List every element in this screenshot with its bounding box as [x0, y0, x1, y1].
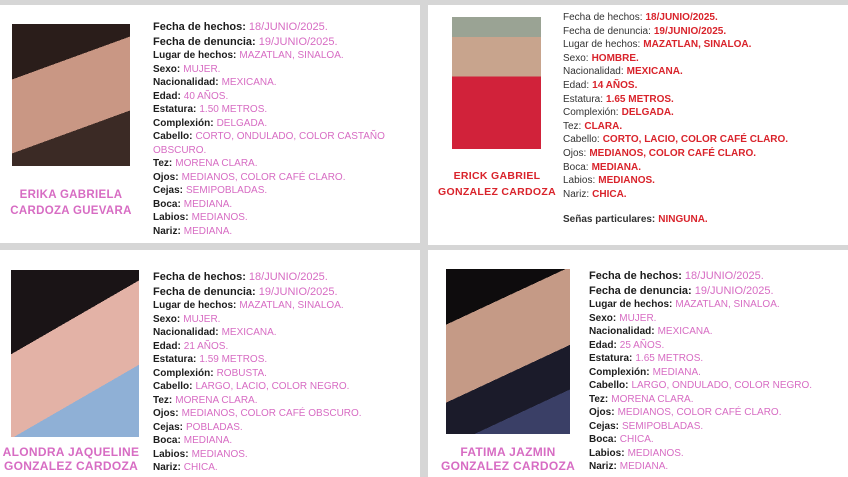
detail-value: MEDIANOS, COLOR CAFÉ OBSCURO. [181, 408, 362, 419]
detail-row [153, 198, 388, 212]
detail-label: Lugar de hechos: [589, 299, 673, 310]
detail-label: Fecha de hechos: [589, 270, 682, 282]
detail-value: MEDIANA. [619, 461, 669, 472]
detail-label: Nariz: [153, 462, 181, 473]
name-line: ERIKA GABRIELA [19, 189, 123, 201]
person-name [0, 445, 146, 473]
person-name [428, 168, 566, 200]
detail-label: Nacionalidad: [563, 66, 624, 78]
detail-row [563, 65, 788, 79]
detail-value: DELGADA. [621, 107, 674, 119]
detail-label: Ojos: [153, 171, 179, 183]
detail-label: Labios: [153, 212, 189, 223]
detail-row [153, 380, 362, 394]
spacer [563, 201, 788, 213]
detail-row [563, 147, 788, 161]
detail-value: 18/JUNIO/2025. [645, 12, 718, 23]
detail-value: MORENA CLARA. [611, 393, 694, 405]
detail-label: Cabello: [153, 381, 193, 392]
detail-label: Estatura: [589, 353, 633, 364]
detail-value: MAZATLAN, SINALOA. [239, 300, 344, 311]
detail-label: Nariz: [589, 461, 617, 472]
detail-row [589, 312, 812, 326]
detail-row [563, 52, 788, 66]
detail-row [563, 188, 788, 202]
detail-value: 19/JUNIO/2025. [258, 35, 338, 48]
detail-row [153, 63, 388, 77]
detail-label: Boca: [563, 161, 589, 173]
detail-label: Sexo: [589, 312, 617, 324]
detail-label: Complexión: [563, 107, 619, 119]
name-line: GONZALEZ CARDOZA [3, 459, 139, 473]
detail-label: Fecha de denuncia: [153, 35, 256, 48]
detail-row [563, 93, 788, 107]
detail-row [153, 394, 362, 408]
detail-row [153, 313, 362, 327]
detail-row [153, 285, 362, 300]
detail-value: 14 AÑOS. [592, 79, 638, 91]
detail-value: MEDIANOS. [598, 175, 655, 187]
detail-value: CHICA. [592, 188, 627, 200]
detail-row [153, 299, 362, 313]
detail-row [153, 326, 362, 340]
person-photo [11, 270, 139, 437]
detail-row [563, 120, 788, 134]
detail-value: MEDIANA. [183, 198, 233, 210]
detail-value: 1.59 METROS. [199, 354, 268, 365]
detail-row [589, 298, 812, 312]
detail-label: Fecha de hechos: [563, 12, 643, 23]
detail-label: Complexión: [153, 117, 214, 129]
detail-value: CHICA. [183, 462, 218, 473]
person-details [589, 269, 812, 474]
person-name [0, 187, 142, 219]
detail-value: MAZATLAN, SINALOA. [675, 299, 780, 310]
person-details [153, 20, 388, 238]
detail-value: CLARA. [584, 120, 623, 132]
missing-person-card-4 [428, 250, 848, 477]
detail-row [563, 106, 788, 120]
detail-row [153, 211, 388, 225]
person-photo [446, 269, 570, 434]
detail-row [153, 103, 388, 117]
detail-label: Nariz: [153, 225, 181, 237]
detail-label: Sexo: [153, 63, 181, 75]
detail-label: Ojos: [589, 407, 615, 418]
detail-label: Nacionalidad: [589, 326, 655, 337]
person-details [563, 11, 788, 227]
detail-value: MORENA CLARA. [175, 158, 258, 169]
detail-label: Labios: [589, 447, 625, 459]
detail-label: Cejas: [589, 420, 620, 432]
detail-row [589, 352, 812, 366]
detail-label: Complexión: [153, 367, 214, 379]
detail-row [153, 434, 362, 448]
detail-row [589, 366, 812, 380]
detail-value: MEDIANOS. [191, 448, 248, 460]
missing-person-card-2 [428, 5, 848, 245]
detail-value: DELGADA. [216, 117, 268, 129]
detail-value: CORTO, ONDULADO, COLOR CASTAÑO OBSCURO. [153, 131, 385, 156]
detail-row [589, 420, 812, 434]
detail-label: Labios: [153, 448, 189, 460]
name-line: ERICK GABRIEL [453, 170, 541, 182]
person-photo [12, 24, 130, 166]
detail-label: Fecha de hechos: [153, 21, 246, 33]
detail-label: Sexo: [563, 52, 589, 64]
detail-value: MEXICANA. [626, 66, 683, 78]
detail-label: Lugar de hechos: [563, 39, 641, 51]
detail-label: Tez: [563, 120, 582, 132]
person-photo [452, 17, 541, 149]
detail-label: Edad: [153, 340, 181, 352]
detail-row [153, 270, 362, 285]
detail-label: Boca: [153, 198, 181, 210]
detail-row [153, 448, 362, 462]
detail-label: Fecha de denuncia: [563, 25, 651, 37]
detail-label: Nacionalidad: [153, 327, 219, 338]
detail-row [589, 393, 812, 407]
detail-value: POBLADAS. [186, 421, 243, 433]
detail-label: Complexión: [589, 366, 650, 378]
person-details [153, 270, 362, 475]
detail-row [589, 269, 812, 284]
detail-value: MAZATLAN, SINALOA. [239, 50, 344, 61]
detail-label: Estatura: [563, 93, 604, 105]
detail-value: HOMBRE. [591, 52, 639, 64]
detail-value: MEDIANOS. [191, 212, 248, 223]
detail-row [153, 117, 388, 131]
detail-label: Nacionalidad: [153, 77, 219, 88]
detail-row [153, 421, 362, 435]
detail-row [563, 161, 788, 175]
missing-person-card-1 [0, 5, 420, 243]
detail-row [589, 284, 812, 299]
detail-row [589, 379, 812, 393]
detail-row [153, 76, 388, 90]
detail-row [153, 49, 388, 63]
detail-row [563, 25, 788, 39]
detail-value: 21 AÑOS. [183, 340, 229, 352]
detail-row [589, 460, 812, 474]
detail-label: Señas particulares: [563, 214, 656, 226]
detail-row [153, 157, 388, 171]
detail-value: 19/JUNIO/2025. [694, 284, 774, 297]
detail-row [589, 447, 812, 461]
detail-value: MEDIANOS, COLOR CAFÉ CLARO. [617, 407, 782, 418]
name-line: GONZALEZ CARDOZA [440, 459, 576, 473]
detail-row [153, 130, 388, 157]
detail-value: MEDIANOS, COLOR CAFÉ CLARO. [589, 147, 757, 159]
detail-row [153, 171, 388, 185]
detail-value: 1.65 METROS. [635, 353, 704, 364]
detail-label: Sexo: [153, 313, 181, 325]
detail-label: Cejas: [153, 185, 184, 196]
detail-label: Cabello: [589, 380, 629, 391]
detail-label: Edad: [153, 90, 181, 102]
detail-value: MEDIANA. [652, 366, 701, 378]
detail-row [153, 35, 388, 50]
detail-row [563, 79, 788, 93]
detail-row [563, 38, 788, 52]
detail-label: Estatura: [153, 104, 197, 115]
detail-value: MAZATLAN, SINALOA. [643, 39, 752, 51]
detail-row [153, 20, 388, 35]
detail-label: Lugar de hechos: [153, 50, 237, 61]
detail-value: ROBUSTA. [216, 367, 267, 379]
name-line: CARDOZA GUEVARA [10, 205, 132, 217]
detail-row [153, 340, 362, 354]
detail-row [153, 367, 362, 381]
detail-value: SEMIPOBLADAS. [186, 185, 268, 196]
detail-label: Fecha de hechos: [153, 271, 246, 283]
detail-value: MEDIANA. [183, 435, 233, 446]
detail-label: Nariz: [563, 188, 590, 200]
detail-value: CORTO, LACIO, COLOR CAFÉ CLARO. [602, 134, 789, 146]
detail-row [153, 407, 362, 421]
detail-row [589, 433, 812, 447]
detail-value: MEXICANA. [221, 77, 277, 88]
detail-value: 40 AÑOS. [183, 90, 229, 102]
detail-label: Cabello: [153, 131, 193, 142]
detail-row [153, 90, 388, 104]
detail-value: LARGO, LACIO, COLOR NEGRO. [195, 381, 350, 392]
detail-label: Ojos: [153, 408, 179, 419]
detail-label: Cabello: [563, 134, 600, 146]
name-line: ALONDRA JAQUELINE [2, 445, 140, 459]
detail-value: MEXICANA. [657, 326, 713, 337]
detail-value: 25 AÑOS. [619, 339, 665, 351]
detail-value: MEDIANA. [591, 161, 642, 173]
detail-row [563, 174, 788, 188]
detail-row [589, 325, 812, 339]
detail-row [153, 461, 362, 475]
detail-row [563, 213, 788, 227]
person-name [428, 445, 588, 473]
detail-value: MUJER. [619, 312, 657, 324]
detail-value: MEDIANA. [183, 225, 233, 237]
missing-person-card-3 [0, 250, 420, 477]
detail-label: Tez: [589, 393, 609, 405]
detail-value: 18/JUNIO/2025. [248, 271, 328, 283]
detail-value: NINGUNA. [658, 214, 708, 226]
detail-value: CHICA. [619, 434, 654, 445]
name-line: FATIMA JAZMIN [460, 445, 556, 459]
detail-label: Edad: [589, 339, 617, 351]
detail-row [153, 225, 388, 239]
detail-row [153, 353, 362, 367]
detail-label: Boca: [153, 435, 181, 446]
detail-label: Tez: [153, 394, 173, 406]
detail-row [563, 11, 788, 25]
detail-label: Labios: [563, 175, 596, 187]
detail-value: 18/JUNIO/2025. [684, 270, 764, 282]
detail-value: 18/JUNIO/2025. [248, 21, 328, 33]
detail-value: 1.50 METROS. [199, 104, 268, 115]
detail-label: Ojos: [563, 147, 587, 159]
detail-label: Estatura: [153, 354, 197, 365]
detail-value: MEDIANOS. [627, 447, 684, 459]
detail-value: MUJER. [183, 313, 221, 325]
detail-label: Edad: [563, 79, 590, 91]
detail-label: Cejas: [153, 421, 184, 433]
detail-value: MEXICANA. [221, 327, 277, 338]
detail-value: SEMIPOBLADAS. [622, 420, 704, 432]
detail-row [589, 339, 812, 353]
detail-value: 19/JUNIO/2025. [653, 25, 727, 37]
detail-label: Fecha de denuncia: [589, 284, 692, 297]
name-line: GONZALEZ CARDOZA [438, 186, 556, 198]
detail-row [589, 406, 812, 420]
detail-value: 19/JUNIO/2025. [258, 285, 338, 298]
detail-value: MUJER. [183, 63, 221, 75]
detail-label: Boca: [589, 434, 617, 445]
detail-value: MEDIANOS, COLOR CAFÉ CLARO. [181, 171, 346, 183]
detail-value: MORENA CLARA. [175, 394, 258, 406]
detail-label: Lugar de hechos: [153, 300, 237, 311]
detail-row [563, 133, 788, 147]
detail-label: Fecha de denuncia: [153, 285, 256, 298]
detail-value: LARGO, ONDULADO, COLOR NEGRO. [631, 380, 813, 391]
detail-value: 1.65 METROS. [606, 93, 674, 105]
detail-label: Tez: [153, 158, 173, 169]
detail-row [153, 184, 388, 198]
